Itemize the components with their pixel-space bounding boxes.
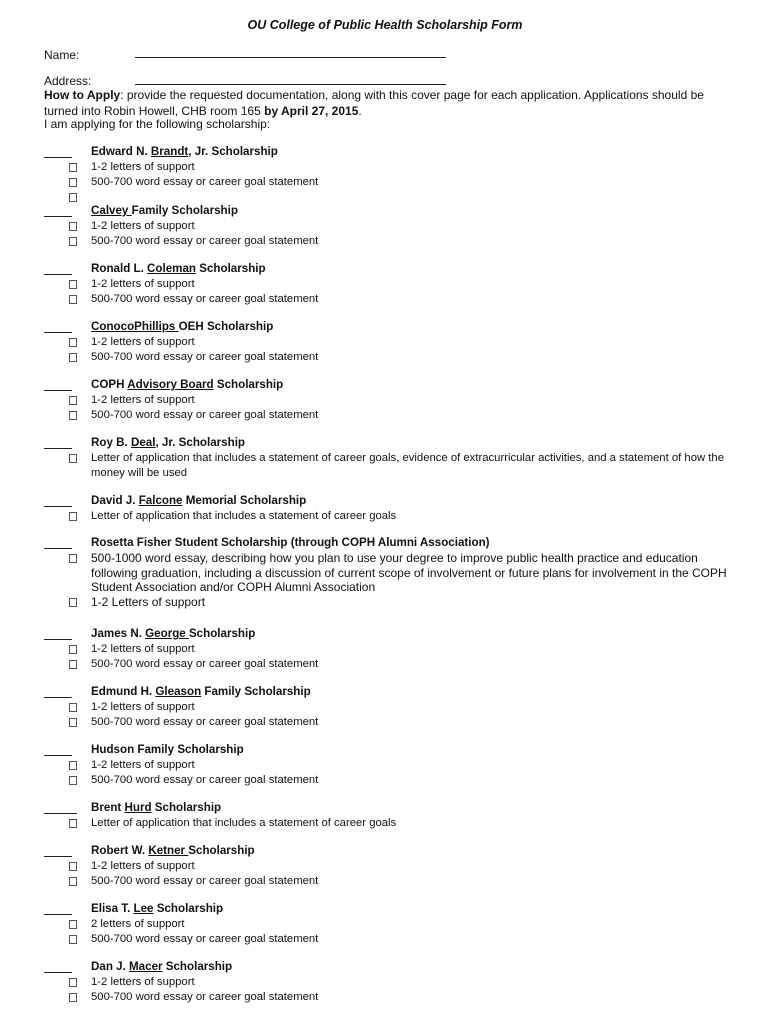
scholarship-title-text: Dan J.	[91, 960, 130, 973]
requirement-text: 500-700 word essay or career goal statement	[91, 409, 319, 421]
how-to-apply-end: .	[358, 104, 362, 118]
scholarship-title-underlined: Ketner	[148, 844, 189, 857]
requirement-item	[44, 715, 734, 730]
scholarship-title	[91, 960, 232, 973]
scholarship-title-underlined: Coleman	[147, 262, 197, 275]
scholarship-title-text: Memorial Scholarship	[182, 494, 307, 507]
checkbox-icon[interactable]	[69, 353, 77, 362]
requirement-text: 500-700 word essay or career goal statement	[91, 351, 319, 363]
scholarship-select-blank[interactable]	[44, 629, 72, 640]
requirement-text: 500-700 word essay or career goal statement	[91, 658, 319, 670]
requirement-text: 2 letters of support	[91, 918, 185, 930]
requirements-list	[44, 509, 734, 524]
scholarship-title	[91, 204, 238, 217]
checkbox-icon[interactable]	[69, 978, 77, 987]
scholarship-select-blank[interactable]	[44, 962, 72, 973]
scholarship-title-underlined: Advisory Board	[127, 378, 214, 391]
requirement-item	[44, 175, 734, 190]
requirement-text: 1-2 letters of support	[91, 643, 195, 655]
scholarship-title-text: James N.	[91, 627, 146, 640]
scholarship-title-text: Scholarship	[196, 262, 266, 275]
requirement-text: 500-700 word essay or career goal statement	[91, 235, 319, 247]
scholarship-title-text: Scholarship	[188, 844, 255, 857]
scholarship-select-blank[interactable]	[44, 803, 77, 814]
scholarship-title-text: Ronald L.	[91, 262, 148, 275]
checkbox-icon[interactable]	[69, 993, 77, 1002]
checkbox-icon[interactable]	[69, 454, 77, 463]
scholarship-title-text: Scholarship	[188, 627, 256, 640]
requirement-text: 500-700 word essay or career goal statement	[91, 293, 319, 305]
scholarship-title	[91, 436, 245, 449]
requirement-text: 500-700 word essay or career goal statement	[91, 933, 319, 945]
checkbox-icon[interactable]	[69, 862, 77, 871]
scholarship-select-blank[interactable]	[44, 380, 72, 391]
scholarship-select-blank[interactable]	[44, 745, 72, 756]
how-to-apply-text: : provide the requested documentation, along with this cover page for each application. Applications should be turned into Robin Howell, CHB room 165	[44, 88, 704, 118]
scholarship-title	[91, 262, 266, 275]
requirement-item	[44, 190, 734, 205]
scholarship-title-text: Scholarship	[162, 960, 233, 973]
scholarship-title-text: Edmund H.	[91, 685, 156, 698]
requirement-item	[44, 595, 734, 610]
checkbox-icon[interactable]	[69, 237, 77, 246]
scholarship-title-text: Rosetta Fisher Student Scholarship (through COPH Alumni Association)	[91, 536, 490, 549]
requirements-list	[44, 219, 734, 249]
scholarship-title-text: Family Scholarship	[201, 685, 311, 698]
requirements-list	[44, 816, 734, 831]
requirements-list	[44, 551, 734, 610]
checkbox-icon[interactable]	[69, 718, 77, 727]
scholarship-title	[91, 902, 223, 915]
requirements-list	[44, 277, 734, 307]
scholarship-title-underlined: Calvey	[91, 204, 132, 217]
scholarship-title-underlined: Falcone	[138, 494, 183, 507]
checkbox-icon[interactable]	[69, 776, 77, 785]
checkbox-icon[interactable]	[69, 819, 77, 828]
requirements-list	[44, 451, 734, 480]
checkbox-icon[interactable]	[69, 193, 77, 202]
requirement-text: 1-2 letters of support	[91, 161, 195, 173]
requirement-item	[44, 350, 734, 365]
scholarship-select-blank[interactable]	[44, 904, 72, 915]
requirements-list	[44, 975, 734, 1005]
scholarship-title-text: Scholarship	[153, 902, 224, 915]
checkbox-icon[interactable]	[69, 598, 77, 607]
scholarship-title-text: David J.	[91, 494, 139, 507]
requirement-item	[44, 657, 734, 672]
requirement-text: 500-700 word essay or career goal statement	[91, 716, 319, 728]
checkbox-icon[interactable]	[69, 660, 77, 669]
checkbox-icon[interactable]	[69, 935, 77, 944]
checkbox-icon[interactable]	[69, 222, 77, 231]
scholarship-title-underlined: Lee	[133, 902, 154, 915]
name-label: Name:	[44, 48, 80, 62]
requirements-list	[44, 160, 734, 205]
requirement-item	[44, 917, 734, 932]
scholarship-title-text: Elisa T.	[91, 902, 134, 915]
checkbox-icon[interactable]	[69, 411, 77, 420]
requirement-text: 1-2 letters of support	[91, 860, 195, 872]
scholarship-title	[91, 536, 490, 549]
requirement-text: 500-1000 word essay, describing how you plan to use your degree to improve public health practice and education following graduation, including a discussion of current scope of involvement or future plans for involvement in the COPH Student Association and/or COPH Alumni Association	[91, 551, 727, 594]
scholarship-title-underlined: Macer	[129, 960, 163, 973]
requirement-text: 1-2 letters of support	[91, 701, 195, 713]
requirement-item	[44, 874, 734, 889]
checkbox-icon[interactable]	[69, 338, 77, 347]
deadline: by April 27, 2015	[264, 104, 359, 118]
requirement-text: 500-700 word essay or career goal statement	[91, 991, 319, 1003]
requirement-text: 1-2 letters of support	[91, 278, 195, 290]
requirement-item	[44, 408, 734, 423]
scholarship-title-underlined: ConocoPhillips	[91, 320, 179, 333]
requirement-text: 500-700 word essay or career goal statement	[91, 774, 319, 786]
requirement-text: Letter of application that includes a statement of career goals	[91, 510, 397, 522]
checkbox-icon[interactable]	[69, 512, 77, 521]
requirements-list	[44, 700, 734, 730]
scholarship-title	[91, 494, 306, 507]
requirements-list	[44, 758, 734, 788]
how-to-apply	[44, 87, 734, 119]
scholarship-title-text: Roy B.	[91, 436, 131, 449]
requirement-item	[44, 816, 734, 831]
scholarship-title-text: , Jr. Scholarship	[188, 145, 278, 158]
scholarship-title-text: , Jr. Scholarship	[155, 436, 246, 449]
scholarship-title-text: COPH	[91, 378, 128, 391]
address-field[interactable]	[135, 84, 446, 85]
requirement-item	[44, 393, 734, 408]
scholarship-select-blank[interactable]	[44, 687, 72, 698]
scholarship-select-blank[interactable]	[44, 206, 72, 217]
checkbox-icon[interactable]	[69, 295, 77, 304]
requirement-item	[44, 932, 734, 947]
scholarship-title	[91, 844, 255, 857]
requirement-text: 1-2 letters of support	[91, 394, 195, 406]
page-title: OU College of Public Health Scholarship Form	[247, 18, 523, 32]
checkbox-icon[interactable]	[69, 877, 77, 886]
scholarship-title-text: Scholarship	[151, 801, 222, 814]
checkbox-icon[interactable]	[69, 554, 77, 563]
requirement-item	[44, 509, 734, 524]
scholarship-title	[91, 320, 273, 333]
scholarship-title	[91, 801, 221, 814]
scholarship-title-text: OEH Scholarship	[178, 320, 274, 333]
requirement-text: 500-700 word essay or career goal statement	[91, 176, 319, 188]
how-to-apply-heading: How to Apply	[44, 88, 121, 102]
checkbox-icon[interactable]	[69, 396, 77, 405]
scholarship-title-text: Robert W.	[91, 844, 149, 857]
checkbox-icon[interactable]	[69, 703, 77, 712]
requirement-text: 1-2 letters of support	[91, 336, 195, 348]
requirement-item	[44, 642, 734, 657]
scholarship-title	[91, 627, 255, 640]
requirements-list	[44, 859, 734, 889]
requirement-item	[44, 234, 734, 249]
requirement-item	[44, 975, 734, 990]
checkbox-icon[interactable]	[69, 178, 77, 187]
requirements-list	[44, 335, 734, 365]
address-label: Address:	[44, 74, 92, 88]
checkbox-icon[interactable]	[69, 645, 77, 654]
scholarship-title	[91, 743, 244, 756]
scholarship-select-blank[interactable]	[44, 538, 72, 549]
requirements-list	[44, 917, 734, 947]
requirements-list	[44, 393, 734, 423]
scholarship-select-blank[interactable]	[44, 147, 72, 158]
name-field[interactable]	[135, 57, 446, 58]
requirement-item	[44, 551, 734, 595]
requirement-text: 1-2 letters of support	[91, 759, 195, 771]
requirement-item	[44, 773, 734, 788]
requirement-item	[44, 292, 734, 307]
scholarship-title-underlined: Brandt	[150, 145, 189, 158]
requirements-list	[44, 642, 734, 672]
scholarship-title-underlined: Gleason	[155, 685, 202, 698]
scholarship-title	[91, 145, 278, 158]
scholarship-title-text: Hudson Family Scholarship	[91, 743, 244, 756]
requirement-item	[44, 990, 734, 1005]
requirement-item	[44, 160, 734, 175]
requirement-item	[44, 277, 734, 292]
scholarship-select-blank[interactable]	[44, 846, 72, 857]
checkbox-icon[interactable]	[69, 163, 77, 172]
requirement-text: 1-2 letters of support	[91, 220, 195, 232]
scholarship-title-text: Edward N.	[91, 145, 151, 158]
requirement-text: 1-2 Letters of support	[91, 594, 206, 609]
scholarship-title-underlined: George	[145, 627, 189, 640]
checkbox-icon[interactable]	[69, 761, 77, 770]
requirement-item	[44, 758, 734, 773]
requirement-text: Letter of application that includes a statement of career goals, evidence of extracurricular activities, and a statement of how the money will be used	[91, 452, 724, 479]
requirement-item	[44, 335, 734, 350]
scholarship-title-text: Brent	[91, 801, 125, 814]
scholarship-select-blank[interactable]	[44, 496, 72, 507]
requirement-item	[44, 451, 734, 480]
scholarship-title-underlined: Hurd	[124, 801, 152, 814]
requirement-text: 1-2 letters of support	[91, 976, 195, 988]
scholarship-select-blank[interactable]	[44, 322, 72, 333]
requirement-text: Letter of application that includes a statement of career goals	[91, 817, 397, 829]
scholarship-title-text: Family Scholarship	[131, 204, 238, 217]
applying-statement: I am applying for the following scholarship:	[44, 117, 271, 131]
requirement-item	[44, 859, 734, 874]
scholarship-title	[91, 685, 311, 698]
requirement-item	[44, 219, 734, 234]
scholarship-select-blank[interactable]	[44, 438, 72, 449]
scholarship-title-underlined: Deal	[130, 436, 156, 449]
checkbox-icon[interactable]	[69, 280, 77, 289]
scholarship-select-blank[interactable]	[44, 264, 72, 275]
scholarship-title-text: Scholarship	[213, 378, 284, 391]
scholarship-title	[91, 378, 283, 391]
checkbox-icon[interactable]	[69, 920, 77, 929]
requirement-text: 500-700 word essay or career goal statement	[91, 875, 319, 887]
requirement-item	[44, 700, 734, 715]
